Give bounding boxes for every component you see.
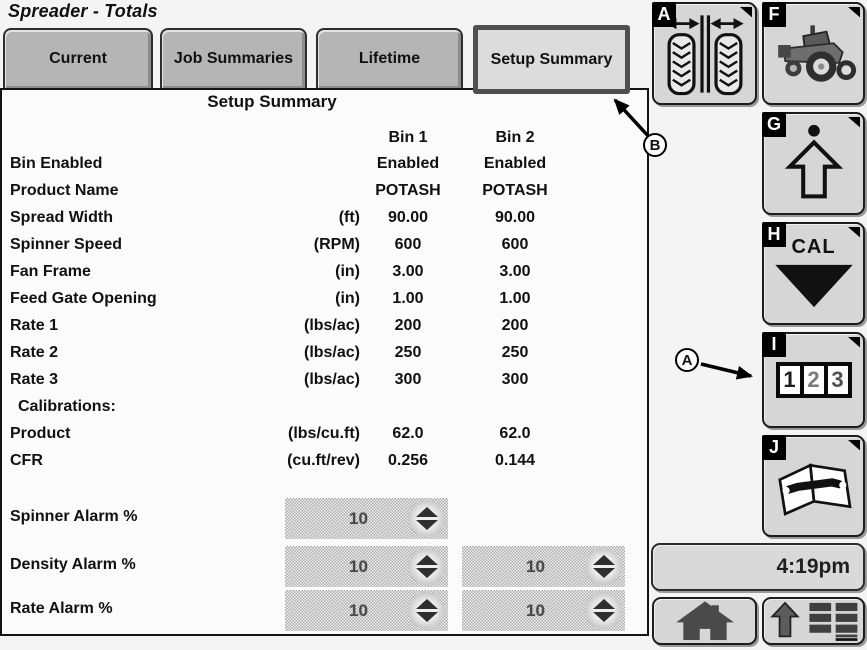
table-section-row: Calibrations: — [18, 397, 116, 415]
softkey-letter: G — [762, 112, 786, 137]
spinner-stepper-arrows[interactable] — [585, 592, 622, 629]
step-up-icon[interactable] — [416, 599, 438, 609]
table-row: Rate 2 (lbs/ac) 250 250 — [10, 343, 529, 361]
softkey-letter: I — [762, 332, 786, 357]
spinner-alarm-label: Spinner Alarm % — [10, 508, 138, 525]
softkey-g-raise[interactable] — [762, 112, 865, 215]
softkey-h-calibrate[interactable] — [762, 222, 865, 325]
step-up-icon[interactable] — [593, 599, 615, 609]
step-down-icon[interactable] — [416, 612, 438, 622]
spinner-alarm-bin1-input[interactable]: 10 — [285, 498, 448, 539]
callout-b-badge: B — [643, 133, 667, 157]
softkey-a-wheel-spacing[interactable] — [652, 2, 757, 105]
tab-current[interactable]: Current — [3, 28, 153, 88]
softkey-letter: H — [762, 222, 786, 247]
counter-123-icon: 1 2 3 — [776, 362, 852, 398]
home-icon — [672, 600, 738, 642]
column-header-bin2: Bin 2 — [495, 129, 535, 146]
table-row: Product (lbs/cu.ft) 62.0 62.0 — [10, 424, 531, 442]
step-up-icon[interactable] — [593, 555, 615, 565]
density-alarm-label: Density Alarm % — [10, 556, 136, 573]
softkey-j-service[interactable] — [762, 435, 865, 537]
rate-alarm-bin1-input[interactable]: 10 — [285, 590, 448, 631]
step-down-icon[interactable] — [593, 612, 615, 622]
table-row: Product Name POTASH POTASH — [10, 181, 548, 199]
step-up-icon[interactable] — [416, 507, 438, 517]
spinner-stepper-arrows[interactable] — [408, 500, 445, 537]
softkey-letter: J — [762, 435, 786, 460]
table-header-row — [8, 126, 608, 150]
table-row: Spread Width (ft) 90.00 90.00 — [10, 208, 536, 226]
step-down-icon[interactable] — [416, 520, 438, 530]
cal-label: CAL — [791, 236, 836, 258]
callout-a-badge: A — [675, 348, 699, 372]
table-row: Feed Gate Opening (in) 1.00 1.00 — [10, 289, 531, 307]
table-row: Bin Enabled Enabled Enabled — [10, 154, 547, 172]
step-up-icon[interactable] — [416, 555, 438, 565]
softkey-letter: A — [652, 2, 676, 27]
tab-lifetime[interactable]: Lifetime — [316, 28, 463, 88]
menu-grid-icon — [809, 603, 857, 637]
clock-display — [651, 543, 865, 591]
table-row: Rate 3 (lbs/ac) 300 300 — [10, 370, 529, 388]
table-row: Spinner Speed (RPM) 600 600 — [10, 235, 529, 253]
spinner-stepper-arrows[interactable] — [408, 548, 445, 585]
rate-alarm-bin2-input[interactable]: 10 — [462, 590, 625, 631]
column-header-bin1: Bin 1 — [388, 129, 428, 146]
tab-setup-summary[interactable]: Setup Summary — [473, 25, 630, 94]
softkey-letter: F — [762, 2, 786, 27]
density-alarm-bin2-input[interactable]: 10 — [462, 546, 625, 587]
setup-summary-panel — [0, 88, 649, 636]
tab-job-summaries[interactable]: Job Summaries — [160, 28, 307, 88]
setup-summary-table — [8, 126, 608, 474]
page-title: Spreader - Totals — [8, 1, 158, 21]
softkey-f-tractor[interactable] — [762, 2, 865, 105]
density-alarm-bin1-input[interactable]: 10 — [285, 546, 448, 587]
corner-notch-icon — [845, 227, 860, 240]
cal-down-triangle-icon — [770, 261, 858, 311]
spinner-stepper-arrows[interactable] — [408, 592, 445, 629]
corner-notch-icon — [845, 337, 860, 350]
time-value: 4:19pm — [776, 555, 850, 578]
panel-heading: Setup Summary — [207, 92, 337, 111]
rate-alarm-label: Rate Alarm % — [10, 600, 113, 617]
home-button[interactable] — [652, 597, 757, 645]
table-row: Fan Frame (in) 3.00 3.00 — [10, 262, 531, 280]
spinner-stepper-arrows[interactable] — [585, 548, 622, 585]
callout-a-arrow — [701, 364, 751, 376]
softkey-i-counter[interactable] — [762, 332, 865, 428]
table-row: Rate 1 (lbs/ac) 200 200 — [10, 316, 529, 334]
menu-up-arrow-icon — [766, 600, 861, 642]
table-row: CFR (cu.ft/rev) 0.256 0.144 — [10, 451, 536, 469]
step-down-icon[interactable] — [593, 568, 615, 578]
menu-button[interactable] — [762, 597, 865, 645]
step-down-icon[interactable] — [416, 568, 438, 578]
